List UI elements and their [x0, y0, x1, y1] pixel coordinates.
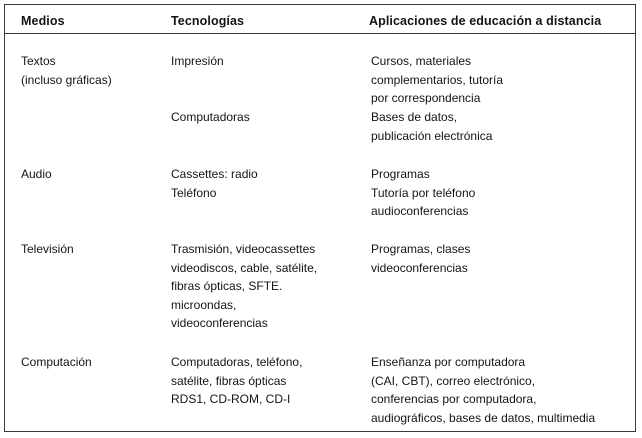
- cell-line: microondas,: [171, 297, 237, 312]
- cell-line: Programas, clases: [371, 242, 471, 256]
- cell-line: Cursos, materiales: [371, 54, 472, 68]
- row-audio-medio: [21, 165, 52, 184]
- cell-line: Audio: [21, 167, 52, 181]
- row-computacion-aplicacion: [371, 353, 595, 427]
- cell-line: conferencias por computadora,: [371, 392, 537, 407]
- row-textos-tecnologia: [171, 52, 224, 71]
- row-computacion-tecnologia: [171, 353, 302, 409]
- cell-line: Teléfono: [171, 185, 217, 200]
- cell-line: videoconferencias: [371, 260, 468, 275]
- cell-line: (CAI, CBT), correo electrónico,: [371, 373, 536, 388]
- cell-line: Computación: [21, 355, 92, 369]
- cell-line: Computadoras, teléfono,: [171, 355, 303, 369]
- cell-line: publicación electrónica: [371, 128, 493, 143]
- cell-line: Impresión: [171, 54, 224, 68]
- cell-line: videodiscos, cable, satélite,: [171, 260, 318, 275]
- header-divider: [4, 33, 636, 34]
- row-computadoras-aplicacion: [371, 108, 492, 145]
- header-aplicaciones: Aplicaciones de educación a distancia: [369, 14, 602, 28]
- row-television-aplicacion: [371, 240, 470, 277]
- cell-line: Enseñanza por computadora: [371, 355, 526, 369]
- header-medios: Medios: [21, 14, 65, 28]
- row-computacion-medio: [21, 353, 92, 372]
- row-computadoras-tecnologia: [171, 108, 250, 127]
- cell-line: (incluso gráficas): [21, 72, 112, 87]
- row-textos-aplicacion: [371, 52, 503, 108]
- cell-line: Televisión: [21, 242, 74, 256]
- row-textos-medio: [21, 52, 112, 89]
- row-television-tecnologia: [171, 240, 317, 333]
- row-audio-tecnologia: [171, 165, 258, 202]
- cell-line: Textos: [21, 54, 56, 68]
- cell-line: fibras ópticas, SFTE.: [171, 279, 283, 294]
- cell-line: satélite, fibras ópticas: [171, 373, 287, 388]
- cell-line: Trasmisión, videocassettes: [171, 242, 316, 256]
- cell-line: Computadoras: [171, 110, 250, 124]
- cell-line: Programas: [371, 167, 430, 181]
- cell-line: complementarios, tutoría: [371, 72, 504, 87]
- cell-line: por correspondencia: [371, 91, 481, 106]
- cell-line: Bases de datos,: [371, 110, 458, 124]
- cell-line: Cassettes: radio: [171, 167, 258, 181]
- row-audio-aplicacion: [371, 165, 475, 221]
- cell-line: Tutoría por teléfono: [371, 185, 476, 200]
- cell-line: RDS1, CD-ROM, CD-I: [171, 392, 291, 407]
- header-tecnologias: Tecnologías: [171, 14, 245, 28]
- cell-line: audioconferencias: [371, 204, 469, 219]
- cell-line: videoconferencias: [171, 316, 268, 331]
- row-television-medio: [21, 240, 74, 259]
- cell-line: audiográficos, bases de datos, multimedia: [371, 410, 596, 425]
